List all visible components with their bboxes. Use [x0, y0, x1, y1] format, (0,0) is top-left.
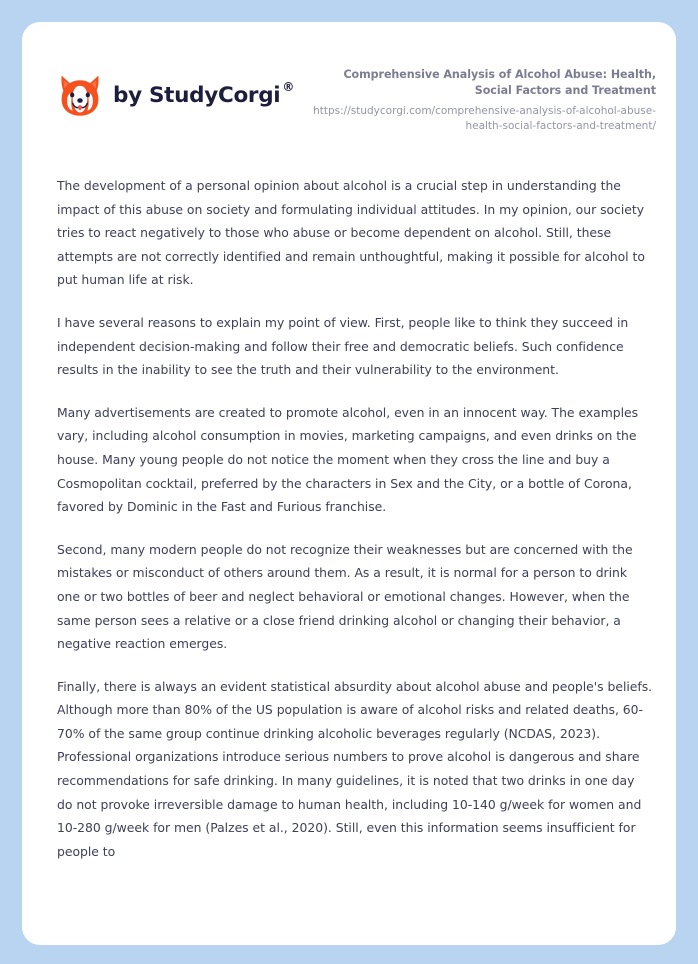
paragraph: Finally, there is always an evident statistical absurdity about alcohol abuse and people's beliefs. Although more than 80% of the US population is aware of alcohol risks and related deaths, 60-70% of the same group continue drinking alcoholic beverages regularly (NCDAS, 2023). Professional organizations introduce serious numbers to prove alcohol is dangerous and share recommendations for safe drinking. In many guidelines, it is noted that two drinks in one day do not provoke irreversible damage to human health, including 10-140 g/week for women and 10-280 g/week for men (Palzes et al., 2020). Still, even this information seems insufficient for people to: [57, 678, 653, 859]
document-title: Comprehensive Analysis of Alcohol Abuse: Health, Social Factors and Treatment: [343, 68, 656, 97]
brand-lockup: [57, 72, 295, 118]
document-header: [22, 22, 676, 144]
document-meta: [311, 67, 656, 134]
registered-trademark-icon: ®: [282, 79, 295, 94]
brand-name: [113, 79, 295, 108]
paragraph: Many advertisements are created to promote alcohol, even in an innocent way. The examples vary, including alcohol consumption in movies, marketing campaigns, and even drinks on the house. Many young people do not notice the moment when they cross the line and buy a Cosmopolitan cocktail, preferred by the characters in Sex and the City, or a bottle of Corona, favored by Dominic in the Fast and Furious franchise.: [57, 404, 639, 515]
brand-name-label: by StudyCorgi: [113, 82, 281, 108]
paragraph: I have several reasons to explain my point of view. First, people like to think they succeed in independent decision-making and follow their free and democratic beliefs. Such confidence results in the inability to see the truth and their vulnerability to the environment.: [57, 314, 629, 378]
paragraph: Second, many modern people do not recognize their weaknesses but are concerned with the mistakes or misconduct of others around them. As a result, it is normal for a person to drink one or two bottles of beer and neglect behavioral or emotional changes. However, when the same person sees a relative or a close friend drinking alcohol or changing their behavior, a negative reaction emerges.: [57, 541, 633, 652]
document-body: [57, 174, 653, 863]
corgi-face-logo-icon: [57, 72, 103, 118]
document-page: [22, 22, 676, 945]
paragraph: The development of a personal opinion about alcohol is a crucial step in understanding the impact of this abuse on society and formulating individual attitudes. In my opinion, our society tries to react negatively to those who abuse or become dependent on alcohol. Still, these attempts are not correctly identified and remain unthoughtful, making it possible for alcohol to put human life at risk.: [57, 178, 645, 288]
document-url[interactable]: https://studycorgi.com/comprehensive-analysis-of-alcohol-abuse-health-social-factors-and-treatment/: [313, 104, 656, 132]
